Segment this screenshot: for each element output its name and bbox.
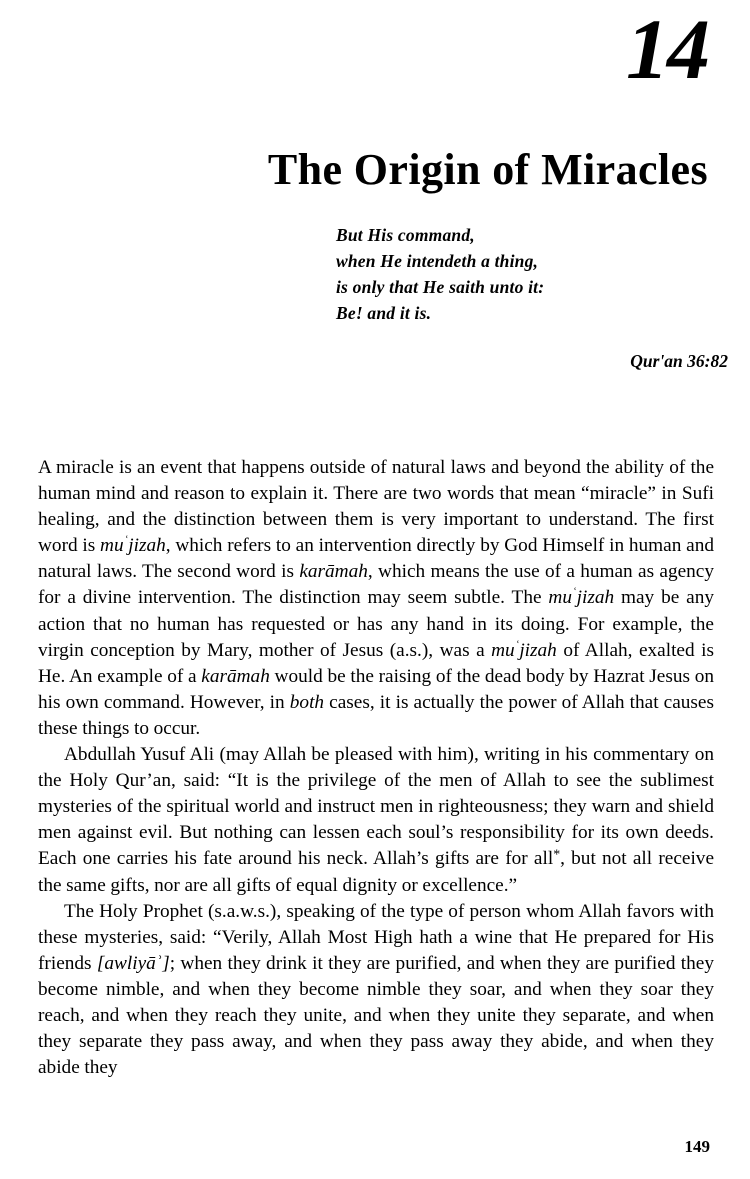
epigraph-line: is only that He saith unto it: (336, 277, 545, 297)
page-title: The Origin of Miracles (267, 145, 708, 195)
paragraph: Abdullah Yusuf Ali (may Allah be pleased with him), writing in his commentary on the Holy Qur’an, said: “It is the privilege of the men of Allah to see the sublimest mysteries of the spiritual world and instruct men in righteousness; they warn and shield men against evil. But nothing can lessen each soul’s responsibility for its own deeds. Each one carries his fate around his neck. Allah’s gifts are for all*, but not all receive the same gifts, nor are all gifts of equal dignity or excellence.” (38, 744, 714, 896)
chapter-number: 14 (626, 1, 708, 97)
epigraph (336, 222, 736, 374)
page-number: 149 (684, 1137, 710, 1156)
paragraph: The Holy Prophet (s.a.w.s.), speaking of the type of person whom Allah favors with these mysteries, said: “Verily, Allah Most High hath a wine that He prepared for His friends [awliyāʾ]; when they drink it they are purified, and when they are purified they become nimble, and when they become nimble they soar, and when they soar they reach, and when they reach they unite, and when they unite they separate, and when they separate they pass away, and when they pass away they abide, and when they abide they (38, 900, 714, 1079)
paragraph: A miracle is an event that happens outside of natural laws and beyond the ability of the human mind and reason to explain it. There are two words that mean “miracle” in Sufi healing, and the distinction between them is very important to understand. The first word is $mu^ʿjizah$, which refers to an intervention directly by God Himself in human and natural laws. The second word is karāmah, which means the use of a human as agency for a divine intervention. The distinction may seem subtle. The $mu^ʿjizah$ may be any action that no human has requested or has any hand in its doing. For example, the virgin conception by Mary, mother of Jesus (a.s.), was a $mu^ʿjizah$ of Allah, exalted is He. An example of a karāmah would be the raising of the dead body by Hazrat Jesus on his own command. However, in both cases, it is actually the power of Allah that causes these things to occur. (38, 457, 715, 739)
epigraph-line: when He intendeth a thing, (336, 251, 539, 271)
epigraph-line: Be! and it is. (336, 303, 432, 323)
epigraph-line: But His command, (336, 225, 475, 245)
body-text (38, 455, 714, 1081)
epigraph-source: Qur'an 36:82 (630, 351, 728, 371)
